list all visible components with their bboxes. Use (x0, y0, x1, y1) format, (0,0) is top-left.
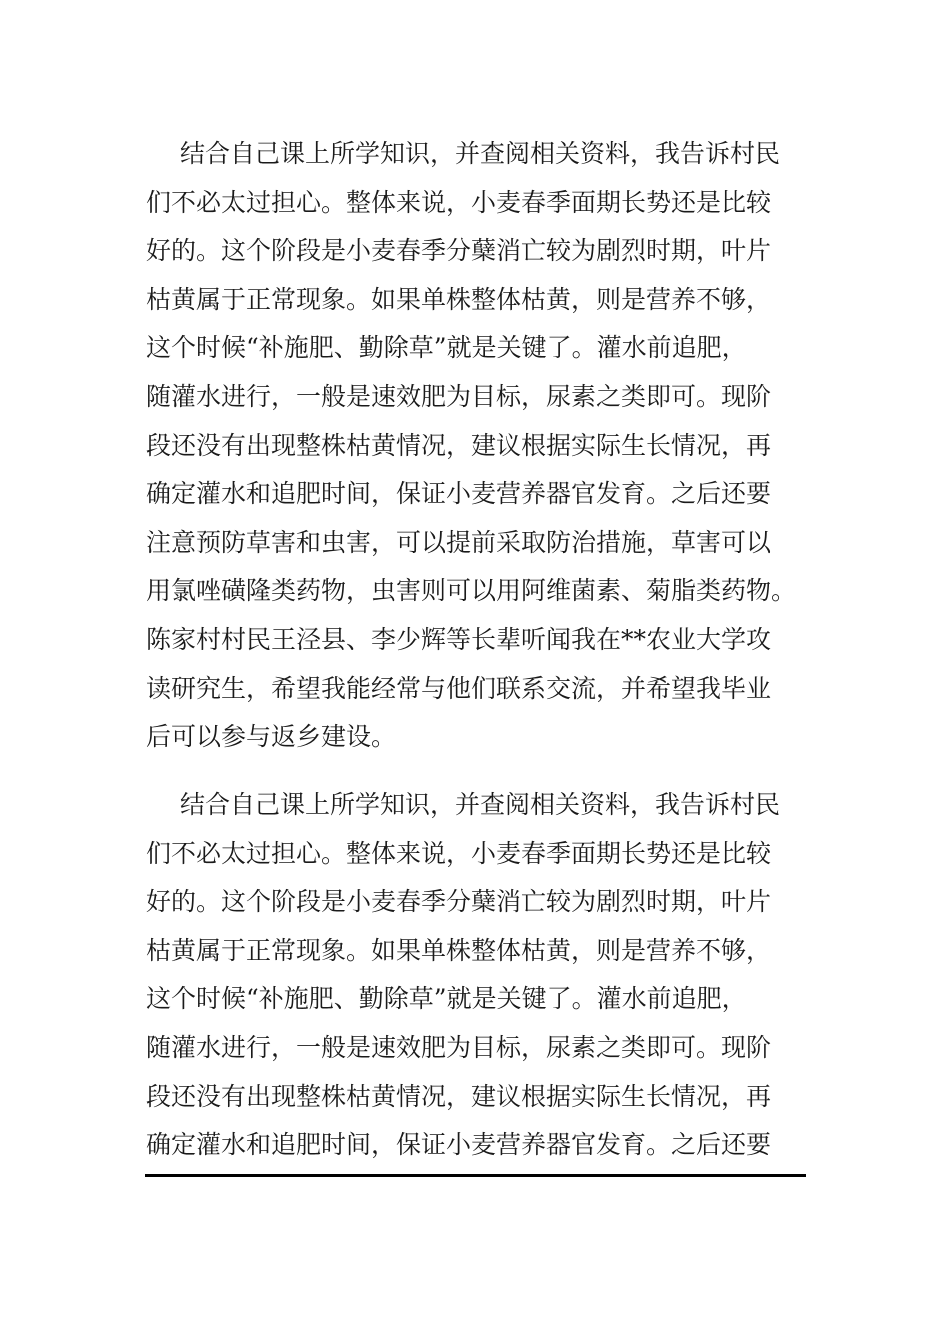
text-line: 们不必太过担心。整体来说，小麦春季面期长势还是比较 (146, 187, 772, 217)
text-line: 随灌水进行，一般是速效肥为目标，尿素之类即可。现阶 (146, 1032, 772, 1062)
text-line: 段还没有出现整株枯黄情况，建议根据实际生长情况，再 (146, 1081, 772, 1111)
text-line: 结合自己课上所学知识，并查阅相关资料，我告诉村民 (180, 139, 781, 168)
bottom-divider (145, 1174, 806, 1177)
text-line: 这个时候“补施肥、勤除草”就是关键了。灌水前追肥， (146, 333, 747, 363)
text-line: 随灌水进行，一般是速效肥为目标，尿素之类即可。现阶 (146, 381, 772, 411)
text-line: 枯黄属于正常现象。如果单株整体枯黄，则是营养不够， (146, 284, 772, 314)
text-line: 确定灌水和追肥时间，保证小麦营养器官发育。之后还要 (146, 1130, 772, 1160)
paragraph (146, 130, 816, 762)
text-line: 陈家村村民王泾县、李少辉等长辈听闻我在**农业大学攻 (146, 624, 772, 654)
paragraph (146, 781, 816, 1170)
text-line: 枯黄属于正常现象。如果单株整体枯黄，则是营养不够， (146, 935, 772, 965)
text-line: 后可以参与返乡建设。 (146, 722, 397, 752)
text-line: 段还没有出现整株枯黄情况，建议根据实际生长情况，再 (146, 430, 772, 460)
text-line: 注意预防草害和虫害，可以提前采取防治措施，草害可以 (146, 527, 772, 557)
text-line: 用氯唑磺隆类药物，虫害则可以用阿维菌素、菊脂类药物。 (146, 576, 797, 606)
text-line: 好的。这个阶段是小麦春季分蘖消亡较为剧烈时期，叶片 (146, 887, 772, 917)
text-line: 好的。这个阶段是小麦春季分蘖消亡较为剧烈时期，叶片 (146, 236, 772, 266)
text-line: 这个时候“补施肥、勤除草”就是关键了。灌水前追肥， (146, 984, 747, 1014)
text-line: 确定灌水和追肥时间，保证小麦营养器官发育。之后还要 (146, 479, 772, 509)
text-line: 结合自己课上所学知识，并查阅相关资料，我告诉村民 (180, 790, 781, 819)
text-line: 们不必太过担心。整体来说，小麦春季面期长势还是比较 (146, 838, 772, 868)
text-line: 读研究生，希望我能经常与他们联系交流，并希望我毕业 (146, 673, 772, 703)
